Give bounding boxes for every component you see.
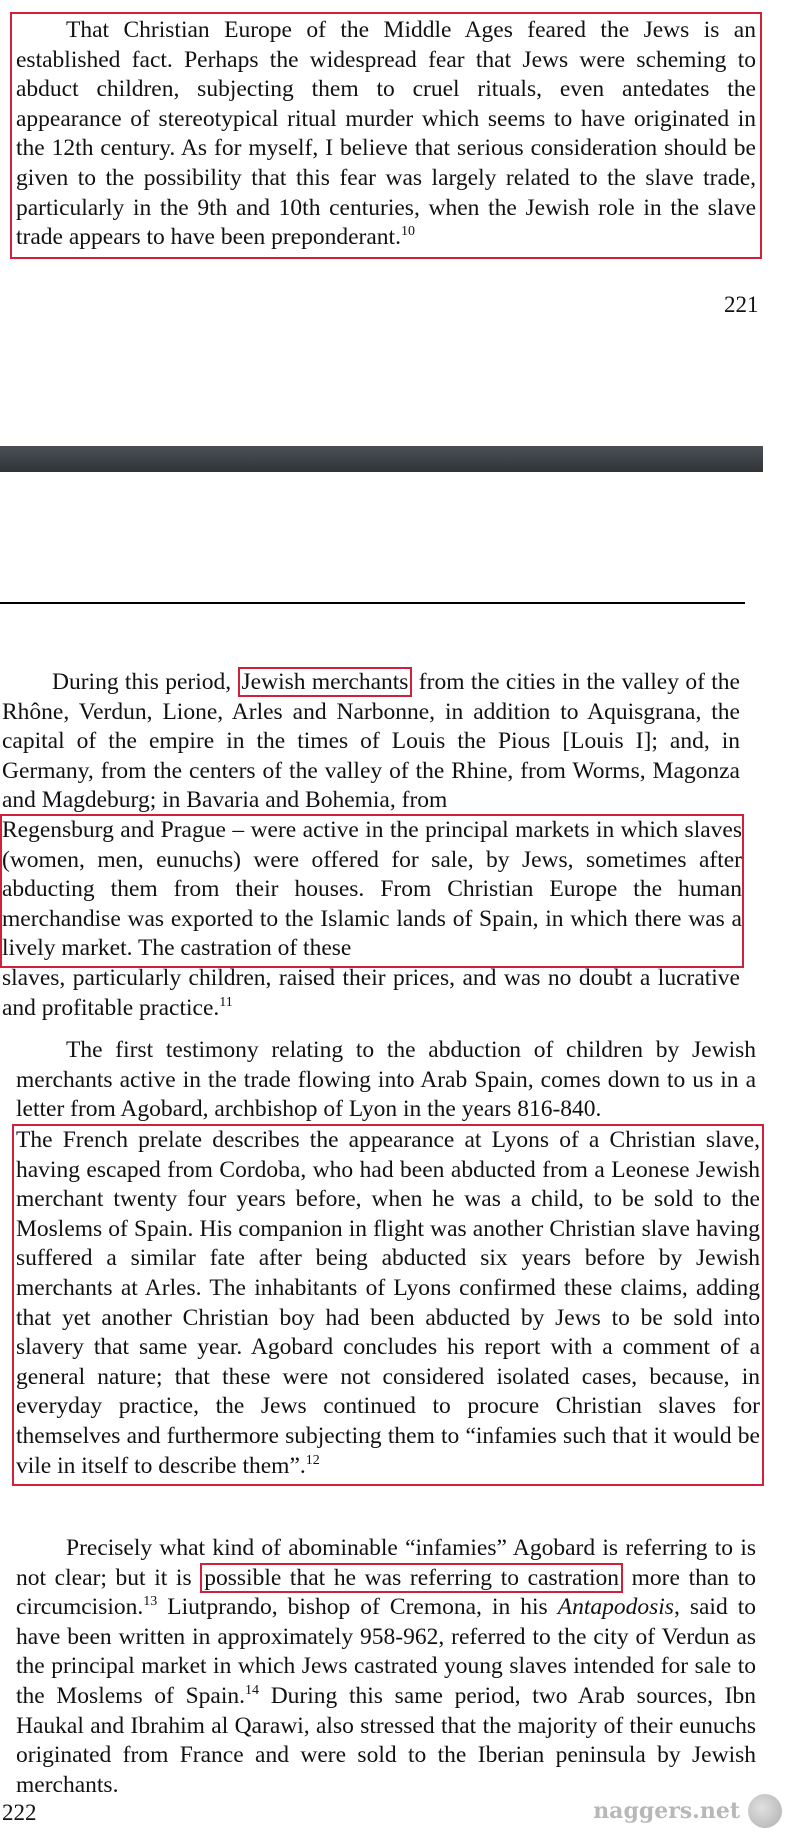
paragraph-1-end xyxy=(2,964,740,1023)
p1-after: slaves, particularly children, raised their prices, and was no doubt a lucrative and profitable practice. xyxy=(2,965,740,1021)
watermark-text: naggers.net xyxy=(593,1798,740,1824)
page-number-221: 221 xyxy=(724,292,759,317)
p3-lead: Precisely what kind of abominable “infamies” Agobard is referring to is not clear; but it is xyxy=(16,1535,756,1591)
p2-lead: The first testimony relating to the abduction of children by Jewish merchants active in the trade flowing into Arab Spain, comes down to us in a letter from Agobard, archbishop of Lyon in the years 816-840. xyxy=(16,1037,756,1123)
footnote-ref-14: 14 xyxy=(245,1683,259,1699)
footnote-ref-11: 11 xyxy=(219,994,233,1010)
p1-highlight-text: Regensburg and Prague – were active in the principal markets in which slaves (women, men, eunuchs) were offered for sale, by Jews, sometimes after abducting them from their houses. From Christian Europe the human merchandise was exported to the Islamic lands of Spain, in which there was a lively market. The castration of these xyxy=(2,817,742,962)
paragraph-3 xyxy=(16,1534,756,1800)
p3-end: During this same period, two Arab sources, Ibn Haukal and Ibrahim al Qarawi, also stressed that the majority of their eunuchs originated from France and were sold to the Iberian peninsula by Jewish merchants. xyxy=(16,1682,756,1798)
paragraph-1-highlight xyxy=(0,814,744,968)
header-rule xyxy=(0,602,745,604)
watermark xyxy=(593,1794,782,1828)
page-separator-bar xyxy=(0,446,763,472)
page-number-222: 222 xyxy=(2,1800,37,1825)
watermark-logo-icon xyxy=(748,1794,782,1828)
p2-highlight-text: The French prelate describes the appearance at Lyons of a Christian slave, having escaped from Cordoba, who had been abducted from a Leonese Jewish merchant twenty four years before, when he was a child, to be sold to the Moslems of Spain. His companion in flight was another Christian slave having suffered a similar fate after being abducted six years before by Jewish merchants at Arles. The inhabitants of Lyons confirmed these claims, adding that yet another Christian boy had been abducted by Jews to be sold into slavery that same year. Agobard concludes his report with a comment of a general nature; that these were not considered isolated cases, because, in everyday practice, the Jews continued to procure Christian slaves for themselves and furthermore subjecting them to “infamies such that it would be vile in itself to describe them”. xyxy=(16,1127,760,1479)
p1-lead: During this period, xyxy=(52,669,238,695)
p3-mid2: Liutprando, bishop of Cremona, in his xyxy=(157,1594,558,1621)
footnote-ref-13: 13 xyxy=(143,1594,158,1610)
antapodosis-title: Antapodosis xyxy=(557,1594,674,1621)
footnote-ref-12: 12 xyxy=(305,1452,320,1468)
paragraph-2 xyxy=(16,1036,756,1125)
paragraph-1 xyxy=(2,668,740,816)
top-paragraph-text: That Christian Europe of the Middle Ages feared the Jews is an established fact. Perhaps the widespread fear that Jews were scheming to abduct children, subjecting them to cruel rituals, even antedates the appearance of stereotypical ritual murder which seems to have originated in the 12th century. As for myself, I believe that serious consideration should be given to the possibility that this fear was largely related to the slave trade, particularly in the 9th and 10th centuries, when the Jewish role in the slave trade appears to have been preponderant. xyxy=(16,17,756,251)
highlight-castration: possible that he was referring to castration xyxy=(200,1563,623,1593)
top-paragraph xyxy=(10,12,762,259)
footnote-ref-10: 10 xyxy=(400,224,415,240)
p1-before: from the cities in the valley of the Rhône, Verdun, Lione, Arles and Narbonne, in addition to Aquisgrana, the capital of the empire in the times of Louis the Pious [Louis I]; and, in Germany, from the centers of the valley of the Rhine, from Worms, Magonza and Magdeburg; in Bavaria and Bohemia, from xyxy=(2,669,740,814)
p3-mid1: more than to circumcision. xyxy=(16,1564,756,1621)
highlight-jewish-merchants: Jewish merchants xyxy=(238,667,413,697)
p3-mid3: , said to have been written in approximately 958-962, referred to the city of Verdun as the principal market in which Jews castrated young slaves intended for sale to the Moslems of Spain. xyxy=(16,1594,756,1709)
paragraph-2-highlight xyxy=(12,1124,764,1486)
